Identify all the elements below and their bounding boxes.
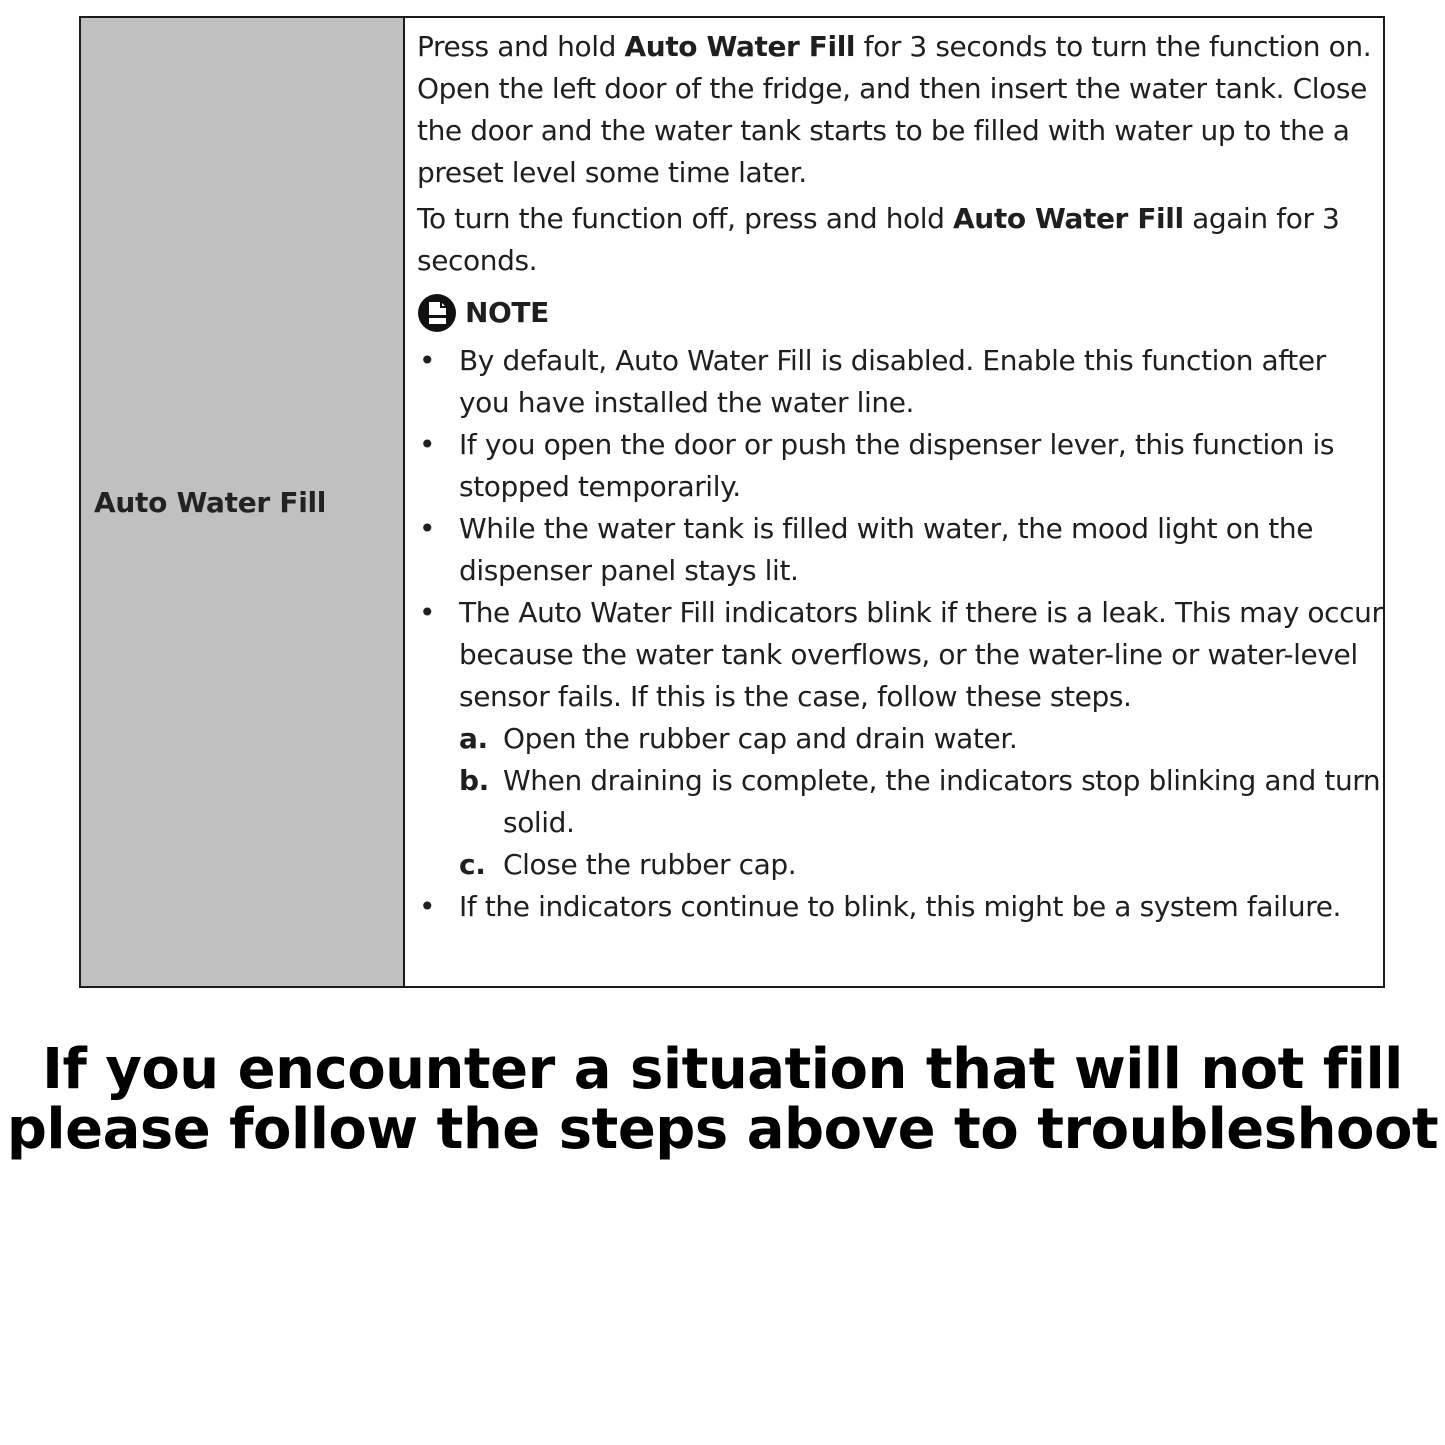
- instruction-table: [79, 16, 1385, 988]
- auto-water-fill-term: Auto Water Fill: [624, 30, 856, 63]
- list-item: [459, 760, 1383, 844]
- list-item: • By default, Auto Water Fill is disabled. Enable this function after you have installed the water line.: [417, 340, 1383, 424]
- list-item: [459, 718, 1383, 760]
- caption-line-1: If you encounter a situation that will not fill: [42, 1037, 1403, 1102]
- step-text: Close the rubber cap.: [503, 848, 797, 881]
- step-text: When draining is complete, the indicators stop blinking and turn solid.: [503, 764, 1381, 839]
- list-item: • If the indicators continue to blink, this might be a system failure.: [417, 886, 1383, 928]
- list-item: • If you open the door or push the dispenser lever, this function is stopped temporarily.: [417, 424, 1383, 508]
- note-label: NOTE: [465, 296, 549, 329]
- list-item: [459, 844, 1383, 886]
- step-letter: a.: [459, 722, 488, 755]
- feature-label-cell: [81, 18, 405, 986]
- auto-water-fill-term: Auto Water Fill: [953, 202, 1184, 235]
- troubleshoot-caption: [0, 1037, 1445, 1162]
- list-item: • The Auto Water Fill indicators blink if there is a leak. This may occur because the water tank overflows, or the water-line or water-level sensor fails. If this is the case, follow these steps. a. Open the rubber cap and drain water. b. When draining is complete, the indicators stop blinking and turn solid. c. Close the rubber cap.: [417, 592, 1383, 886]
- intro-paragraph: Press and hold Auto Water Fill for 3 seconds to turn the function on. Open the left door of the fridge, and then insert the water tank. Close the door and the water tank starts to be filled with water up to the a preset level some time later.: [417, 30, 1372, 189]
- turn-off-paragraph: To turn the function off, press and hold Auto Water Fill again for 3 seconds.: [417, 202, 1340, 277]
- step-text: Open the rubber cap and drain water.: [503, 722, 1018, 755]
- feature-description-cell: [405, 18, 1383, 986]
- step-letter: b.: [459, 764, 489, 797]
- step-letter: c.: [459, 848, 486, 881]
- list-item: • While the water tank is filled with water, the mood light on the dispenser panel stays lit.: [417, 508, 1383, 592]
- leak-steps-list: [459, 718, 1383, 886]
- caption-line-2: please follow the steps above to troubleshoot: [6, 1097, 1439, 1162]
- feature-label: Auto Water Fill: [94, 485, 327, 519]
- note-bullet-list: [417, 340, 1383, 928]
- note-document-icon: [417, 293, 457, 333]
- note-heading: [417, 290, 1383, 336]
